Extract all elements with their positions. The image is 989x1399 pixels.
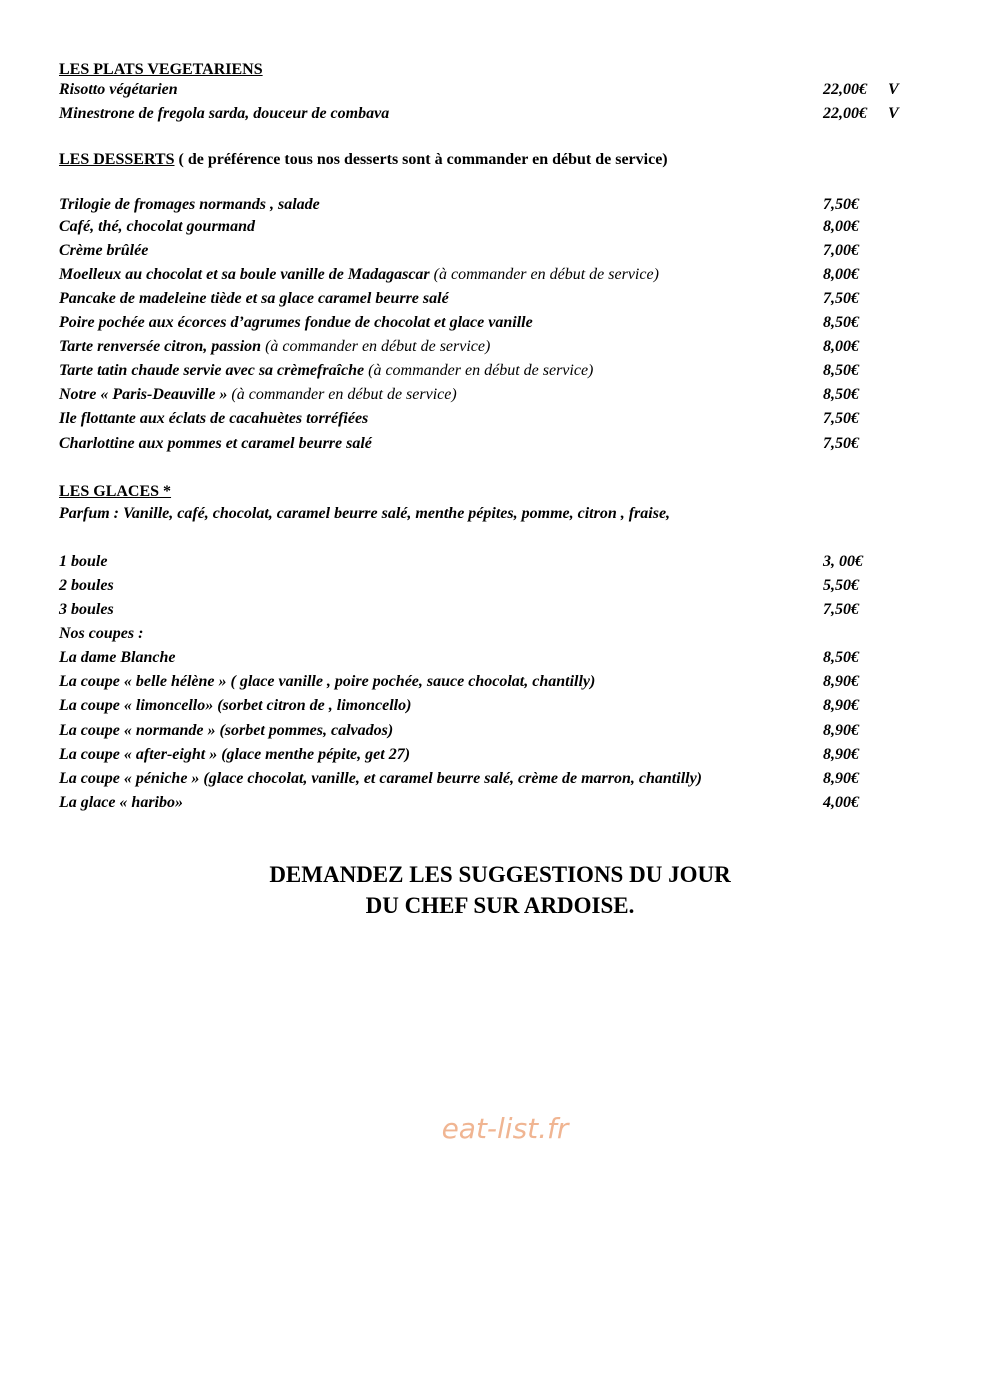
item-name: Ile flottante aux éclats de cacahuètes torréfiées [59, 410, 369, 427]
item-price: 8,90€ [823, 770, 859, 787]
item-name: La glace « haribo» [59, 794, 183, 811]
menu-item [59, 360, 939, 382]
item-name: La coupe « belle hélène » ( glace vanille , poire pochée, sauce chocolat, chantilly) [59, 673, 596, 690]
item-name: La coupe « normande » (sorbet pommes, calvados) [59, 722, 394, 739]
menu-item [59, 103, 939, 125]
menu-item [59, 744, 939, 766]
vegetarian-heading: LES PLATS VEGETARIENS [59, 61, 263, 78]
menu-item [59, 336, 939, 358]
menu-item [59, 671, 939, 693]
item-name: Moelleux au chocolat et sa boule vanille de Madagascar (à commander en début de service) [59, 266, 659, 283]
item-price: 22,00€ [823, 81, 867, 98]
footer-line-1: DEMANDEZ LES SUGGESTIONS DU JOUR [269, 862, 731, 887]
item-name: Charlottine aux pommes et caramel beurre salé [59, 435, 372, 452]
menu-item [59, 288, 939, 310]
item-name: 1 boule [59, 553, 108, 570]
item-price: 8,90€ [823, 673, 859, 690]
glaces-heading: LES GLACES * [59, 483, 172, 500]
item-price: 7,50€ [823, 410, 859, 427]
menu-item [59, 216, 939, 238]
item-price: 8,00€ [823, 266, 859, 283]
menu-item [59, 79, 939, 101]
desserts-subtitle: ( de préférence tous nos desserts sont à commander en début de service) [174, 151, 668, 168]
desserts-heading-line [59, 149, 668, 171]
watermark: eat-list.fr [441, 1112, 569, 1145]
item-name: Crème brûlée [59, 242, 149, 259]
item-price: 8,00€ [823, 218, 859, 235]
coupes-label: Nos coupes : [59, 625, 144, 642]
menu-item [59, 647, 939, 669]
vegetarian-flag: V [888, 81, 899, 98]
item-price: 7,50€ [823, 601, 859, 618]
item-price: 4,00€ [823, 794, 859, 811]
item-note: (à commander en début de service) [364, 362, 594, 379]
item-price: 8,50€ [823, 386, 859, 403]
menu-item [59, 695, 939, 717]
item-name: Pancake de madeleine tiède et sa glace caramel beurre salé [59, 290, 449, 307]
menu-item [59, 720, 939, 742]
glaces-parfum: Parfum : Vanille, café, chocolat, caramel beurre salé, menthe pépites, pomme, citron , fraise, [59, 505, 671, 522]
menu-item [59, 575, 939, 597]
item-name: Tarte renversée citron, passion (à commander en début de service) [59, 338, 491, 355]
item-price: 7,00€ [823, 242, 859, 259]
item-price: 8,50€ [823, 314, 859, 331]
item-price: 7,50€ [823, 435, 859, 452]
item-name: Minestrone de fregola sarda, douceur de combava [59, 105, 390, 122]
menu-item [59, 384, 939, 406]
item-name: La coupe « péniche » (glace chocolat, vanille, et caramel beurre salé, crème de marron, chantilly) [59, 770, 703, 787]
desserts-heading: LES DESSERTS [59, 151, 175, 168]
item-price: 8,50€ [823, 362, 859, 379]
item-price: 7,50€ [823, 290, 859, 307]
menu-item [59, 768, 939, 790]
item-name: La dame Blanche [59, 649, 176, 666]
footer-line-2: DU CHEF SUR ARDOISE. [365, 893, 635, 918]
item-name: 3 boules [59, 601, 114, 618]
vegetarian-flag: V [888, 105, 899, 122]
menu-item [59, 264, 939, 286]
item-name: Tarte tatin chaude servie avec sa crèmefraîche (à commander en début de service) [59, 362, 594, 379]
item-price: 8,00€ [823, 338, 859, 355]
item-name: La coupe « after-eight » (glace menthe pépite, get 27) [59, 746, 411, 763]
menu-item [59, 433, 939, 455]
item-name: 2 boules [59, 577, 114, 594]
item-price: 8,90€ [823, 746, 859, 763]
menu-item [59, 408, 939, 430]
item-price: 8,50€ [823, 649, 859, 666]
item-price: 7,50€ [823, 196, 859, 213]
menu-item [59, 551, 939, 573]
item-price: 8,90€ [823, 722, 859, 739]
item-name: Notre « Paris-Deauville » (à commander en début de service) [59, 386, 457, 403]
item-name: Café, thé, chocolat gourmand [59, 218, 256, 235]
item-note: (à commander en début de service) [227, 386, 457, 403]
item-note: (à commander en début de service) [261, 338, 491, 355]
item-name: Poire pochée aux écorces d’agrumes fondue de chocolat et glace vanille [59, 314, 533, 331]
item-note: (à commander en début de service) [429, 266, 659, 283]
item-price: 22,00€ [823, 105, 867, 122]
item-name: Risotto végétarien [59, 81, 178, 98]
menu-item [59, 194, 939, 216]
item-name: Trilogie de fromages normands , salade [59, 196, 320, 213]
menu-item [59, 312, 939, 334]
item-price: 8,90€ [823, 697, 859, 714]
item-price: 3, 00€ [823, 553, 863, 570]
menu-item [59, 240, 939, 262]
menu-item [59, 599, 939, 621]
item-price: 5,50€ [823, 577, 859, 594]
menu-item [59, 792, 939, 814]
item-name: La coupe « limoncello» (sorbet citron de , limoncello) [59, 697, 412, 714]
